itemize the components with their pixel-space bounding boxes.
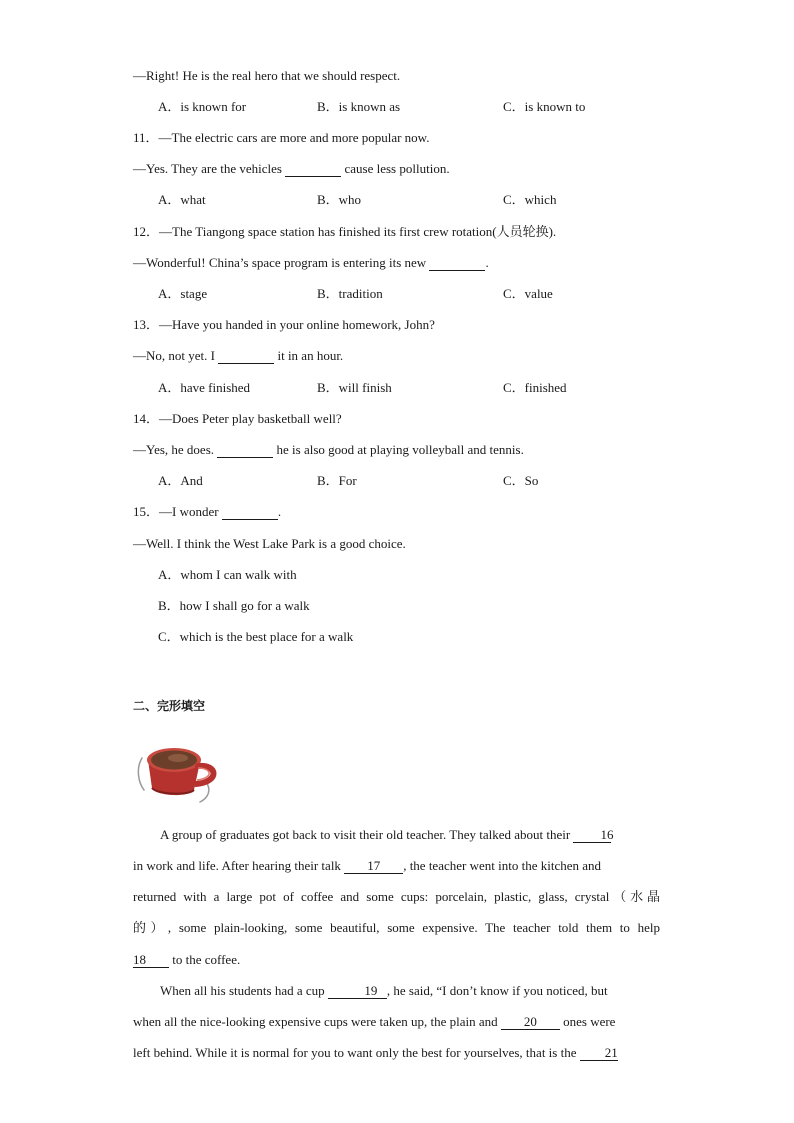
reply-text: —No, not yet. I: [133, 348, 219, 363]
blank-21[interactable]: 21: [580, 1046, 618, 1061]
passage-text: A group of graduates got back to visit their old teacher. They talked about their: [160, 827, 574, 842]
passage-text: , he said, “I don’t know if you noticed, but: [386, 983, 608, 998]
passage-text: ones were: [559, 1014, 616, 1029]
passage-line: [133, 827, 660, 843]
answer-blank: [217, 443, 273, 458]
question-15-reply: —Well. I think the West Lake Park is a good choice.: [133, 536, 406, 551]
question-12-prompt: [133, 224, 556, 240]
passage-text: in work and life. After hearing their talk: [133, 858, 345, 873]
section-heading: 二、完形填空: [133, 699, 206, 713]
question-number: 11．: [133, 130, 159, 145]
option-b[interactable]: B．tradition: [317, 286, 383, 301]
passage-line: [133, 983, 660, 999]
passage-text: , the teacher went into the kitchen and: [403, 858, 601, 873]
question-14-reply: [133, 442, 524, 458]
question-13-reply: [133, 348, 343, 364]
blank-17[interactable]: 17: [344, 859, 403, 874]
passage-text: when all the nice-looking expensive cups were taken up, the plain and: [133, 1014, 501, 1029]
option-b[interactable]: B．how I shall go for a walk: [158, 598, 310, 613]
option-b[interactable]: B．who: [317, 192, 362, 207]
question-text: —Have you handed in your online homework, John?: [159, 317, 435, 332]
passage-text: When all his students had a cup: [160, 983, 328, 998]
option-c[interactable]: C．finished: [503, 380, 567, 395]
question-10-answer-line: —Right! He is the real hero that we should respect.: [133, 68, 401, 83]
question-12-reply: [133, 255, 489, 271]
blank-16[interactable]: 16: [573, 828, 611, 843]
answer-blank: [285, 162, 341, 177]
option-a[interactable]: A．stage: [158, 286, 208, 301]
question-text: —I wonder: [159, 504, 222, 519]
question-number: 13．: [133, 317, 160, 332]
blank-18[interactable]: 18: [133, 953, 169, 968]
question-number: 12．: [133, 224, 160, 239]
option-c[interactable]: C．is known to: [503, 99, 586, 114]
question-text: —The electric cars are more and more popular now.: [158, 130, 430, 145]
option-c[interactable]: C．which: [503, 192, 557, 207]
question-number: 14．: [133, 411, 160, 426]
question-15-prompt: [133, 504, 281, 520]
reply-text: .: [485, 255, 489, 270]
option-c[interactable]: C．value: [503, 286, 553, 301]
passage-line: [133, 1045, 660, 1061]
option-a[interactable]: A．what: [158, 192, 206, 207]
option-b[interactable]: B．For: [317, 473, 357, 488]
question-13-prompt: [133, 317, 435, 333]
question-text: —The Tiangong space station has finished its first crew rotation(人员轮换).: [159, 224, 557, 239]
option-b[interactable]: B．is known as: [317, 99, 401, 114]
option-a[interactable]: A．is known for: [158, 99, 247, 114]
question-text: —Does Peter play basketball well?: [159, 411, 342, 426]
passage-text: left behind. While it is normal for you to want only the best for yourselves, that is the: [133, 1045, 580, 1060]
passage-line: returned with a large pot of coffee and some cups: porcelain, plastic, glass, crystal（水晶: [133, 889, 660, 904]
option-c[interactable]: C．which is the best place for a walk: [158, 629, 354, 644]
question-text: .: [277, 504, 282, 519]
option-c[interactable]: C．So: [503, 473, 539, 488]
coffee-cup-image: [134, 738, 224, 804]
passage-line: 的）, some plain-looking, some beautiful, some expensive. The teacher told them to help: [133, 920, 660, 935]
question-11-prompt: [133, 130, 429, 146]
reply-text: —Wonderful! China’s space program is entering its new: [133, 255, 430, 270]
blank-19[interactable]: 19: [328, 984, 387, 999]
answer-blank: [218, 349, 274, 364]
reply-text: he is also good at playing volleyball and tennis.: [273, 442, 524, 457]
question-14-prompt: [133, 411, 342, 427]
reply-text: cause less pollution.: [341, 161, 450, 176]
option-a[interactable]: A．whom I can walk with: [158, 567, 297, 582]
answer-blank: [222, 505, 278, 520]
option-b[interactable]: B．will finish: [317, 380, 392, 395]
passage-line: [133, 1014, 660, 1030]
reply-text: —Yes. They are the vehicles: [133, 161, 286, 176]
passage-text: to the coffee.: [169, 952, 241, 967]
reply-text: it in an hour.: [274, 348, 344, 363]
blank-20[interactable]: 20: [501, 1015, 560, 1030]
passage-line: [133, 858, 660, 874]
question-number: 15．: [133, 504, 160, 519]
reply-text: —Yes, he does.: [133, 442, 218, 457]
option-a[interactable]: A．And: [158, 473, 203, 488]
passage-line: [133, 952, 660, 968]
question-11-reply: [133, 161, 450, 177]
option-a[interactable]: A．have finished: [158, 380, 251, 395]
answer-blank: [429, 256, 485, 271]
